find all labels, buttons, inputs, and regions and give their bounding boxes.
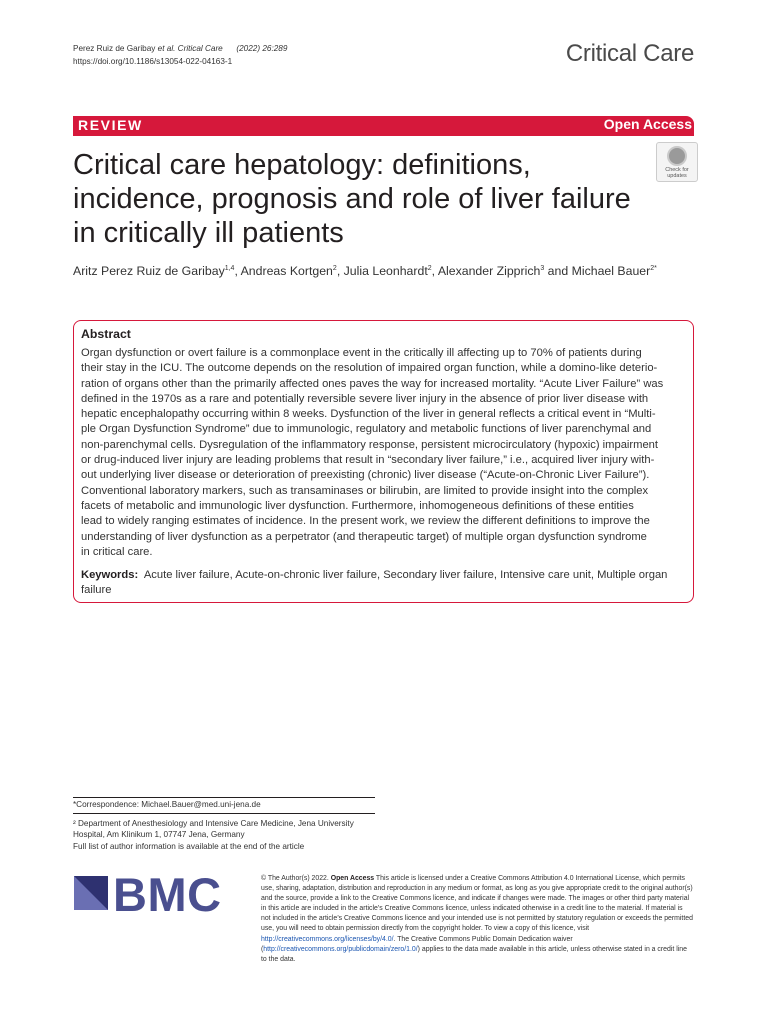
author-name[interactable]: Alexander Zipprich — [437, 264, 541, 278]
author-affiliation: 2* — [650, 264, 657, 272]
author-info-note: Full list of author information is available at the end of the article — [73, 842, 305, 851]
abstract-line: defined in the 1970s as a rare and potentially reversible severe liver injury in the absence of prior liver disease with — [81, 392, 649, 405]
abstract-line: non-parenchymal cells. Dysregulation of the inflammatory response, persistent microcirculatory (hypoxic) impairment — [81, 438, 659, 451]
abstract-line: lead to widely ranging estimates of incidence. In the present work, we review the different definitions to improve the — [81, 515, 650, 528]
abstract-line: out underlying liver disease or deterioration of preexisting (chronic) liver disease (“Acute-on-Chronic Liver Failure”). — [81, 469, 650, 482]
check-updates-icon — [667, 146, 687, 166]
abstract-line: hepatic encephalopathy occurring within 8 weeks. Dysfunction of the liver in general reflects a critical event in “Multi- — [81, 408, 656, 421]
waiver-link[interactable]: http://creativecommons.org/publicdomain/zero/1.0/ — [263, 945, 418, 953]
copyright: © The Author(s) 2022. — [261, 875, 329, 882]
keywords — [81, 568, 688, 599]
author-affiliation: 2 — [427, 264, 432, 272]
affiliation-line: Hospital, Am Klinikum 1, 07747 Jena, Germany — [73, 830, 245, 839]
license-body: ) applies to the data made available in this article, unless otherwise stated in a credit line to the data. — [261, 945, 687, 963]
abstract-line: or drug-induced liver injury are leading problems that result in “secondary liver failure,” i.e., acquired liver injury with- — [81, 454, 655, 467]
bmc-logo-icon — [74, 876, 108, 915]
citation-header — [73, 42, 287, 68]
open-access-label: Open Access — [603, 116, 692, 132]
citation-authors: Perez Ruiz de Garibay — [73, 44, 156, 53]
check-for-updates-button[interactable] — [656, 142, 698, 182]
article-type-label: REVIEW — [78, 117, 143, 133]
abstract-line: ration of organs other than the primarily affected ones paves the way for increased mortality. “Acute Liver Failure” was — [81, 377, 664, 390]
keywords-label: Keywords: — [81, 569, 139, 581]
doi-link[interactable]: https://doi.org/10.1186/s13054-022-04163-1 — [73, 57, 233, 66]
keywords-list: Acute liver failure, Acute-on-chronic liver failure, Secondary liver failure, Intensive care unit, Multiple organ — [143, 569, 668, 581]
license-body: . The Creative Commons Public Domain Dedication waiver ( — [261, 935, 573, 953]
abstract-line: Organ dysfunction or overt failure is a commonplace event in the critically ill affecting up to 70% of patients during — [81, 347, 642, 359]
license-open-access: Open Access — [330, 875, 375, 882]
author-name[interactable]: Michael Bauer — [571, 264, 651, 278]
abstract-line: understanding of liver dysfunction as a perpetrator (and therapeutic target) of multiple organ dysfunction syndrome — [81, 530, 647, 543]
license-text — [261, 874, 693, 965]
abstract-line: Conventional laboratory markers, such as transaminases or bilirubin, are limited to provide insight into the complex — [81, 484, 649, 497]
citation-journal: et al. Critical Care — [157, 44, 223, 53]
footnote-divider — [73, 813, 375, 814]
bmc-logo: BMC — [113, 868, 222, 921]
check-updates-line1: Check for — [665, 167, 689, 173]
affiliation — [73, 818, 383, 840]
author-name[interactable]: Aritz Perez Ruiz de Garibay — [73, 264, 225, 278]
abstract-heading: Abstract — [81, 327, 131, 341]
abstract-line: facets of metabolic and immunologic liver dysfunction. Furthermore, inhomogeneous definitions of these entities — [81, 499, 634, 512]
correspondence[interactable]: *Correspondence: Michael.Bauer@med.uni-jena.de — [73, 800, 261, 809]
journal-logo: Critical Care — [565, 40, 694, 67]
keywords-list-cont: failure — [81, 584, 112, 597]
abstract-line: ple Organ Dysfunction Syndrome” due to immunologic, regulatory and metabolic functions of liver parenchymal and — [81, 423, 652, 436]
author-affiliation: 3 — [540, 264, 545, 272]
author-affiliation: 2 — [332, 264, 337, 272]
author-list: Aritz Perez Ruiz de Garibay$^{1,4}$, Andreas Kortgen$^2$, Julia Leonhardt$^2$, Alexander Zipprich$^3$ and Michael Bauer$^{2*}$ — [73, 264, 657, 278]
footnote-divider — [73, 797, 375, 798]
author-name[interactable]: Julia Leonhardt — [343, 264, 428, 278]
author-affiliation: 1,4 — [224, 264, 235, 272]
author-name[interactable]: Andreas Kortgen — [240, 264, 333, 278]
license-body: This article is licensed under a Creative Commons Attribution 4.0 International License, which permits use, sharing, adaptation, distribution and reproduction in any medium or format, as long as you give appropriate credit to the original author(s) and the source, provide a link to the Creative Commons licence, and indicate if changes were made. The images or other third party material in this article are included in the article’s Creative Commons licence, unless indicated otherwise in a credit line to the material. If material is not included in the article’s Creative Commons licence and your intended use is not permitted by statutory regulation or exceeds the permitted use, you will need to obtain permission directly from the copyright holder. To view a copy of this licence, visit — [261, 875, 693, 933]
check-updates-line2: updates — [667, 173, 687, 179]
abstract-text — [81, 346, 688, 560]
affiliation-line: ² Department of Anesthesiology and Intensive Care Medicine, Jena University — [73, 819, 354, 828]
article-type-banner — [73, 116, 694, 136]
citation-volume: (2022) 26:289 — [236, 44, 288, 53]
abstract-line: in critical care. — [81, 545, 153, 558]
abstract-line: their stay in the ICU. The outcome depends on the resolution of impaired organ function, while a domino-like deterio- — [81, 362, 658, 375]
license-link[interactable]: http://creativecommons.org/licenses/by/4.0/ — [261, 935, 394, 943]
article-title: Critical care hepatology: definitions, incidence, prognosis and role of liver failure in critically ill patients — [73, 149, 631, 249]
